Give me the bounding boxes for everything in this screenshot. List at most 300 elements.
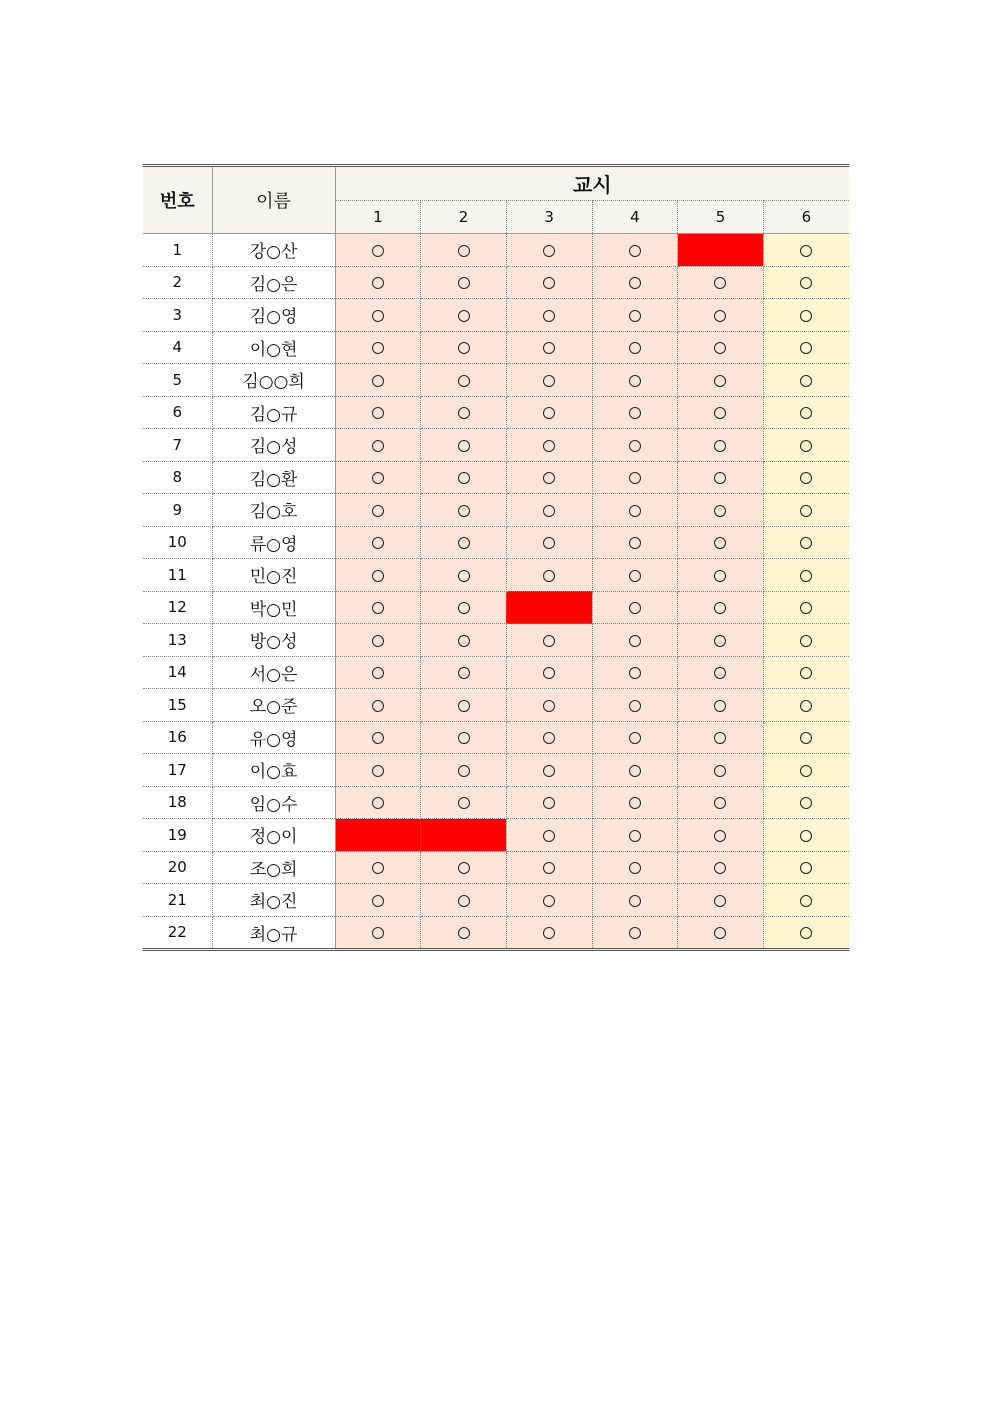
present-mark-icon (543, 537, 555, 549)
attendance-cell-period-2 (421, 396, 507, 429)
present-mark-icon (629, 635, 641, 647)
present-mark-icon (800, 407, 812, 419)
student-number: 1 (143, 234, 212, 267)
present-mark-icon (800, 375, 812, 387)
present-mark-icon (543, 765, 555, 777)
attendance-table (143, 164, 849, 951)
present-mark-icon (543, 862, 555, 874)
attendance-cell-period-4 (592, 851, 678, 884)
present-mark-icon (372, 895, 384, 907)
student-name: 이○현 (212, 331, 335, 364)
table-row (143, 689, 849, 722)
attendance-cell-period-5 (678, 331, 764, 364)
table-row (143, 364, 849, 397)
present-mark-icon (629, 505, 641, 517)
attendance-cell-period-4 (592, 266, 678, 299)
student-name: 김○호 (212, 494, 335, 527)
present-mark-icon (629, 407, 641, 419)
present-mark-icon (458, 570, 470, 582)
attendance-cell-period-2 (421, 591, 507, 624)
table-row (143, 429, 849, 462)
present-mark-icon (458, 505, 470, 517)
attendance-cell-period-6 (763, 624, 849, 657)
attendance-cell-period-1 (335, 429, 421, 462)
present-mark-icon (800, 277, 812, 289)
present-mark-icon (372, 342, 384, 354)
attendance-cell-period-1 (335, 689, 421, 722)
absence-cell-period-2 (421, 819, 507, 852)
present-mark-icon (458, 245, 470, 257)
attendance-cell-period-6 (763, 559, 849, 592)
present-mark-icon (543, 407, 555, 419)
attendance-cell-period-3 (506, 429, 592, 462)
attendance-cell-period-6 (763, 786, 849, 819)
present-mark-icon (629, 342, 641, 354)
present-mark-icon (800, 537, 812, 549)
attendance-cell-period-4 (592, 916, 678, 950)
present-mark-icon (714, 342, 726, 354)
header-period-1: 1 (335, 201, 421, 234)
student-name: 정○이 (212, 819, 335, 852)
attendance-cell-period-2 (421, 754, 507, 787)
present-mark-icon (629, 245, 641, 257)
attendance-cell-period-1 (335, 559, 421, 592)
present-mark-icon (372, 732, 384, 744)
attendance-cell-period-3 (506, 754, 592, 787)
present-mark-icon (800, 310, 812, 322)
student-number: 14 (143, 656, 212, 689)
student-number: 9 (143, 494, 212, 527)
present-mark-icon (629, 310, 641, 322)
attendance-cell-period-3 (506, 526, 592, 559)
attendance-cell-period-6 (763, 656, 849, 689)
attendance-cell-period-3 (506, 559, 592, 592)
student-name: 류○영 (212, 526, 335, 559)
table-body (143, 234, 849, 950)
table-row (143, 656, 849, 689)
attendance-cell-period-3 (506, 786, 592, 819)
attendance-cell-period-5 (678, 916, 764, 950)
header-period-group: 교시 (335, 166, 849, 201)
present-mark-icon (372, 440, 384, 452)
present-mark-icon (800, 797, 812, 809)
attendance-cell-period-5 (678, 786, 764, 819)
student-name: 김○은 (212, 266, 335, 299)
attendance-cell-period-5 (678, 364, 764, 397)
present-mark-icon (458, 537, 470, 549)
attendance-cell-period-6 (763, 591, 849, 624)
present-mark-icon (629, 765, 641, 777)
present-mark-icon (543, 245, 555, 257)
attendance-cell-period-5 (678, 689, 764, 722)
attendance-cell-period-2 (421, 234, 507, 267)
student-name: 박○민 (212, 591, 335, 624)
attendance-cell-period-2 (421, 624, 507, 657)
present-mark-icon (629, 830, 641, 842)
present-mark-icon (629, 537, 641, 549)
present-mark-icon (458, 797, 470, 809)
present-mark-icon (800, 472, 812, 484)
attendance-cell-period-6 (763, 689, 849, 722)
attendance-cell-period-2 (421, 526, 507, 559)
student-name: 김○○희 (212, 364, 335, 397)
present-mark-icon (372, 375, 384, 387)
present-mark-icon (458, 375, 470, 387)
student-name: 임○수 (212, 786, 335, 819)
student-number: 8 (143, 461, 212, 494)
present-mark-icon (714, 505, 726, 517)
attendance-cell-period-4 (592, 559, 678, 592)
attendance-cell-period-1 (335, 461, 421, 494)
attendance-cell-period-5 (678, 299, 764, 332)
table-row (143, 526, 849, 559)
attendance-cell-period-5 (678, 624, 764, 657)
present-mark-icon (714, 407, 726, 419)
present-mark-icon (543, 472, 555, 484)
attendance-cell-period-2 (421, 494, 507, 527)
attendance-cell-period-2 (421, 689, 507, 722)
table-row (143, 624, 849, 657)
present-mark-icon (372, 245, 384, 257)
present-mark-icon (629, 602, 641, 614)
attendance-cell-period-4 (592, 721, 678, 754)
attendance-cell-period-5 (678, 494, 764, 527)
present-mark-icon (458, 310, 470, 322)
header-period-3: 3 (506, 201, 592, 234)
present-mark-icon (543, 895, 555, 907)
present-mark-icon (800, 765, 812, 777)
student-number: 4 (143, 331, 212, 364)
student-number: 5 (143, 364, 212, 397)
present-mark-icon (714, 472, 726, 484)
present-mark-icon (372, 862, 384, 874)
attendance-cell-period-6 (763, 364, 849, 397)
attendance-cell-period-4 (592, 234, 678, 267)
present-mark-icon (629, 472, 641, 484)
present-mark-icon (458, 342, 470, 354)
student-number: 18 (143, 786, 212, 819)
header-number: 번호 (143, 166, 212, 234)
present-mark-icon (458, 700, 470, 712)
present-mark-icon (543, 700, 555, 712)
present-mark-icon (714, 635, 726, 647)
attendance-cell-period-2 (421, 884, 507, 917)
present-mark-icon (543, 830, 555, 842)
attendance-cell-period-2 (421, 461, 507, 494)
attendance-cell-period-2 (421, 559, 507, 592)
present-mark-icon (372, 765, 384, 777)
present-mark-icon (800, 667, 812, 679)
present-mark-icon (629, 700, 641, 712)
student-name: 강○산 (212, 234, 335, 267)
present-mark-icon (800, 505, 812, 517)
present-mark-icon (629, 732, 641, 744)
table-row (143, 461, 849, 494)
attendance-cell-period-5 (678, 819, 764, 852)
attendance-sheet (143, 164, 849, 951)
student-number: 20 (143, 851, 212, 884)
present-mark-icon (543, 927, 555, 939)
student-name: 방○성 (212, 624, 335, 657)
table-row (143, 331, 849, 364)
present-mark-icon (714, 375, 726, 387)
student-number: 16 (143, 721, 212, 754)
present-mark-icon (800, 862, 812, 874)
present-mark-icon (543, 732, 555, 744)
present-mark-icon (629, 570, 641, 582)
present-mark-icon (800, 927, 812, 939)
present-mark-icon (800, 342, 812, 354)
student-name: 조○희 (212, 851, 335, 884)
attendance-cell-period-6 (763, 754, 849, 787)
student-number: 22 (143, 916, 212, 950)
attendance-cell-period-6 (763, 396, 849, 429)
attendance-cell-period-5 (678, 461, 764, 494)
attendance-cell-period-1 (335, 331, 421, 364)
student-number: 21 (143, 884, 212, 917)
present-mark-icon (458, 602, 470, 614)
present-mark-icon (458, 407, 470, 419)
attendance-cell-period-6 (763, 331, 849, 364)
present-mark-icon (543, 505, 555, 517)
present-mark-icon (714, 440, 726, 452)
attendance-cell-period-1 (335, 364, 421, 397)
attendance-cell-period-5 (678, 656, 764, 689)
table-row (143, 559, 849, 592)
table-row (143, 299, 849, 332)
present-mark-icon (629, 797, 641, 809)
present-mark-icon (372, 570, 384, 582)
present-mark-icon (629, 277, 641, 289)
attendance-cell-period-3 (506, 331, 592, 364)
attendance-cell-period-1 (335, 754, 421, 787)
present-mark-icon (458, 895, 470, 907)
student-number: 12 (143, 591, 212, 624)
attendance-cell-period-1 (335, 299, 421, 332)
attendance-cell-period-3 (506, 656, 592, 689)
table-row (143, 916, 849, 950)
attendance-cell-period-2 (421, 851, 507, 884)
table-row (143, 266, 849, 299)
attendance-cell-period-4 (592, 689, 678, 722)
attendance-cell-period-1 (335, 916, 421, 950)
attendance-cell-period-3 (506, 721, 592, 754)
present-mark-icon (543, 667, 555, 679)
student-number: 17 (143, 754, 212, 787)
attendance-cell-period-4 (592, 591, 678, 624)
attendance-cell-period-4 (592, 429, 678, 462)
student-number: 2 (143, 266, 212, 299)
student-name: 김○규 (212, 396, 335, 429)
present-mark-icon (458, 667, 470, 679)
present-mark-icon (372, 407, 384, 419)
attendance-cell-period-6 (763, 429, 849, 462)
attendance-cell-period-6 (763, 494, 849, 527)
header-period-4: 4 (592, 201, 678, 234)
present-mark-icon (458, 635, 470, 647)
attendance-cell-period-6 (763, 266, 849, 299)
present-mark-icon (629, 375, 641, 387)
present-mark-icon (800, 570, 812, 582)
attendance-cell-period-2 (421, 331, 507, 364)
present-mark-icon (629, 667, 641, 679)
attendance-cell-period-2 (421, 721, 507, 754)
header-name: 이름 (212, 166, 335, 234)
table-row (143, 721, 849, 754)
attendance-cell-period-3 (506, 624, 592, 657)
attendance-cell-period-3 (506, 494, 592, 527)
present-mark-icon (800, 245, 812, 257)
attendance-cell-period-5 (678, 429, 764, 462)
student-name: 김○성 (212, 429, 335, 462)
student-name: 최○규 (212, 916, 335, 950)
student-name: 민○진 (212, 559, 335, 592)
attendance-cell-period-6 (763, 819, 849, 852)
present-mark-icon (714, 927, 726, 939)
present-mark-icon (800, 700, 812, 712)
student-number: 13 (143, 624, 212, 657)
attendance-cell-period-3 (506, 364, 592, 397)
attendance-cell-period-5 (678, 884, 764, 917)
attendance-cell-period-3 (506, 916, 592, 950)
student-name: 오○준 (212, 689, 335, 722)
present-mark-icon (714, 602, 726, 614)
attendance-cell-period-2 (421, 786, 507, 819)
present-mark-icon (543, 635, 555, 647)
attendance-cell-period-2 (421, 656, 507, 689)
present-mark-icon (714, 310, 726, 322)
attendance-cell-period-4 (592, 819, 678, 852)
attendance-cell-period-5 (678, 851, 764, 884)
attendance-cell-period-1 (335, 624, 421, 657)
attendance-cell-period-2 (421, 364, 507, 397)
table-row (143, 786, 849, 819)
present-mark-icon (372, 667, 384, 679)
attendance-cell-period-3 (506, 884, 592, 917)
attendance-cell-period-2 (421, 266, 507, 299)
attendance-cell-period-4 (592, 396, 678, 429)
attendance-cell-period-4 (592, 786, 678, 819)
attendance-cell-period-3 (506, 299, 592, 332)
attendance-cell-period-3 (506, 851, 592, 884)
present-mark-icon (458, 765, 470, 777)
attendance-cell-period-3 (506, 396, 592, 429)
attendance-cell-period-4 (592, 656, 678, 689)
student-name: 김○환 (212, 461, 335, 494)
present-mark-icon (458, 732, 470, 744)
present-mark-icon (543, 342, 555, 354)
present-mark-icon (714, 797, 726, 809)
attendance-cell-period-6 (763, 851, 849, 884)
student-name: 유○영 (212, 721, 335, 754)
present-mark-icon (714, 732, 726, 744)
present-mark-icon (714, 667, 726, 679)
absence-cell-period-3 (506, 591, 592, 624)
attendance-cell-period-6 (763, 234, 849, 267)
absence-cell-period-5 (678, 234, 764, 267)
attendance-cell-period-3 (506, 461, 592, 494)
attendance-cell-period-5 (678, 559, 764, 592)
present-mark-icon (800, 830, 812, 842)
attendance-cell-period-5 (678, 526, 764, 559)
attendance-cell-period-5 (678, 754, 764, 787)
present-mark-icon (629, 927, 641, 939)
present-mark-icon (458, 277, 470, 289)
student-name: 최○진 (212, 884, 335, 917)
attendance-cell-period-3 (506, 266, 592, 299)
present-mark-icon (458, 472, 470, 484)
table-row (143, 819, 849, 852)
table-row (143, 884, 849, 917)
attendance-cell-period-2 (421, 299, 507, 332)
attendance-cell-period-5 (678, 591, 764, 624)
attendance-cell-period-5 (678, 721, 764, 754)
present-mark-icon (800, 895, 812, 907)
student-number: 15 (143, 689, 212, 722)
attendance-cell-period-1 (335, 786, 421, 819)
present-mark-icon (629, 440, 641, 452)
present-mark-icon (372, 472, 384, 484)
attendance-cell-period-4 (592, 624, 678, 657)
attendance-cell-period-1 (335, 884, 421, 917)
present-mark-icon (543, 310, 555, 322)
student-number: 3 (143, 299, 212, 332)
table-row (143, 396, 849, 429)
attendance-cell-period-6 (763, 916, 849, 950)
student-number: 11 (143, 559, 212, 592)
present-mark-icon (629, 895, 641, 907)
present-mark-icon (543, 570, 555, 582)
present-mark-icon (458, 927, 470, 939)
present-mark-icon (714, 700, 726, 712)
present-mark-icon (372, 277, 384, 289)
attendance-cell-period-1 (335, 234, 421, 267)
attendance-cell-period-4 (592, 526, 678, 559)
student-number: 6 (143, 396, 212, 429)
present-mark-icon (543, 277, 555, 289)
present-mark-icon (714, 570, 726, 582)
present-mark-icon (543, 440, 555, 452)
attendance-cell-period-5 (678, 396, 764, 429)
attendance-cell-period-4 (592, 754, 678, 787)
attendance-cell-period-1 (335, 266, 421, 299)
header-period-2: 2 (421, 201, 507, 234)
present-mark-icon (372, 927, 384, 939)
present-mark-icon (372, 602, 384, 614)
attendance-cell-period-2 (421, 916, 507, 950)
present-mark-icon (458, 440, 470, 452)
attendance-cell-period-2 (421, 429, 507, 462)
attendance-cell-period-4 (592, 331, 678, 364)
attendance-cell-period-4 (592, 494, 678, 527)
attendance-cell-period-4 (592, 364, 678, 397)
present-mark-icon (372, 797, 384, 809)
present-mark-icon (458, 862, 470, 874)
attendance-cell-period-1 (335, 721, 421, 754)
present-mark-icon (372, 700, 384, 712)
attendance-cell-period-1 (335, 526, 421, 559)
attendance-cell-period-6 (763, 299, 849, 332)
attendance-cell-period-3 (506, 689, 592, 722)
present-mark-icon (800, 602, 812, 614)
attendance-cell-period-3 (506, 819, 592, 852)
student-name: 김○영 (212, 299, 335, 332)
present-mark-icon (714, 277, 726, 289)
present-mark-icon (800, 732, 812, 744)
attendance-cell-period-3 (506, 234, 592, 267)
present-mark-icon (372, 505, 384, 517)
attendance-cell-period-5 (678, 266, 764, 299)
